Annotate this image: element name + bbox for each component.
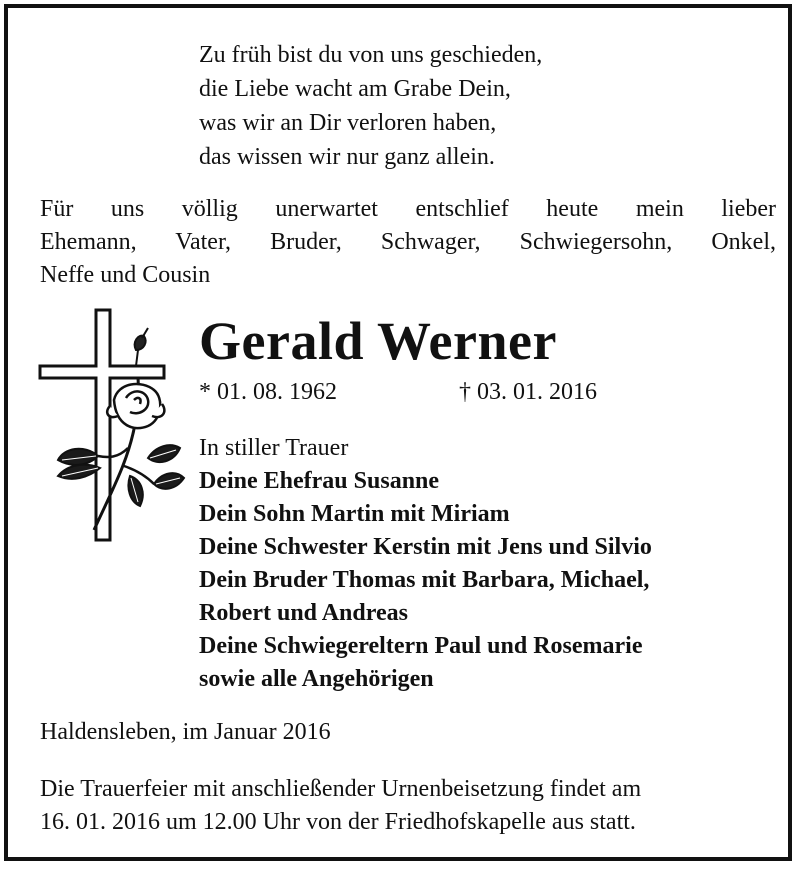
intro-line: Neffe und Cousin <box>40 262 211 288</box>
mourner-line: Dein Bruder Thomas mit Barbara, Michael, <box>199 567 650 593</box>
birth-date: * 01. 08. 1962 <box>199 379 337 405</box>
mourner-line: Deine Ehefrau Susanne <box>199 468 440 494</box>
cross-with-rose-icon <box>38 308 188 548</box>
intro-line: Ehemann, Vater, Bruder, Schwager, Schwiegersohn, Onkel, <box>40 229 776 255</box>
intro-line: Für uns völlig unerwartet entschlief heute mein lieber <box>40 196 776 222</box>
place-and-date: Haldensleben, im Januar 2016 <box>40 719 331 745</box>
poem-line: Zu früh bist du von uns geschieden, <box>199 42 543 68</box>
poem-line: was wir an Dir verloren haben, <box>199 110 497 136</box>
deceased-name: Gerald Werner <box>199 311 557 371</box>
poem-line: das wissen wir nur ganz allein. <box>199 144 495 170</box>
mourners-heading: In stiller Trauer <box>199 435 349 461</box>
life-dates <box>199 376 597 408</box>
death-date: † 03. 01. 2016 <box>459 379 597 405</box>
funeral-line: Die Trauerfeier mit anschließender Urnenbeisetzung findet am <box>40 776 642 802</box>
obituary-frame <box>4 4 792 861</box>
funeral-notice <box>40 773 776 839</box>
mourner-line: Deine Schwiegereltern Paul und Rosemarie <box>199 633 643 659</box>
mourner-line: Robert und Andreas <box>199 600 408 626</box>
mourner-line: sowie alle Angehörigen <box>199 666 434 692</box>
poem <box>199 38 542 174</box>
mourner-line: Dein Sohn Martin mit Miriam <box>199 501 510 527</box>
poem-line: die Liebe wacht am Grabe Dein, <box>199 76 511 102</box>
mourner-line: Deine Schwester Kerstin mit Jens und Silvio <box>199 534 652 560</box>
funeral-line: 16. 01. 2016 um 12.00 Uhr von der Friedhofskapelle aus statt. <box>40 809 636 835</box>
mourners-list <box>199 432 652 696</box>
intro-text <box>40 193 776 292</box>
